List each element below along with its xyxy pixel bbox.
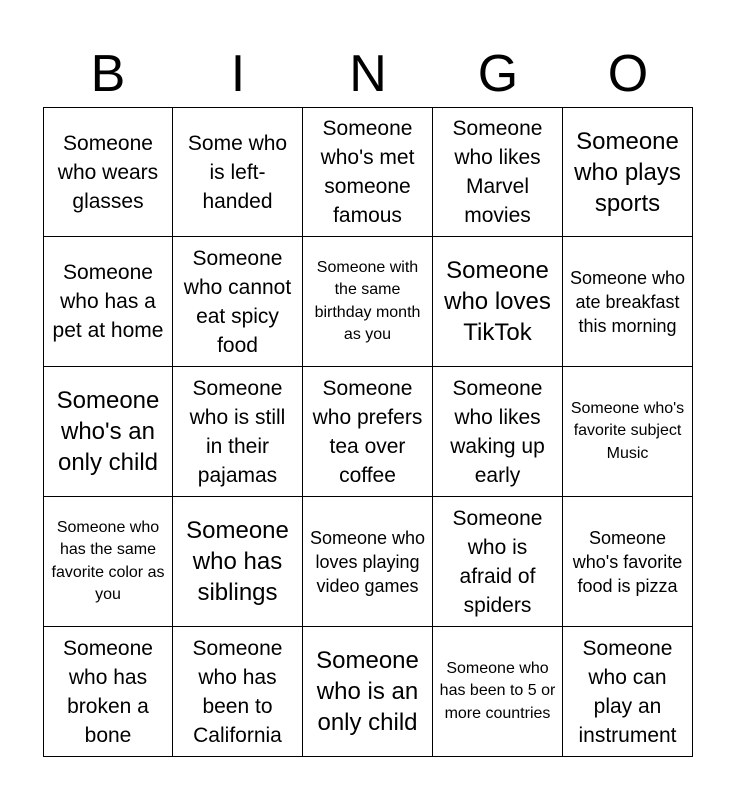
header-letter-b: B [90, 45, 126, 103]
cell-text: Someone who has the same favorite color as you [51, 518, 165, 603]
bingo-cell-1-3[interactable] [303, 107, 433, 237]
cell-text: Someone who likes waking up early [450, 376, 545, 487]
header-letter-g: G [477, 45, 519, 103]
cell-text: Someone who has a pet at home [52, 261, 164, 342]
bingo-cell-1-1[interactable] [43, 107, 173, 237]
header-letter-i: I [230, 45, 246, 103]
cell-text: Someone who's favorite subject Music [570, 399, 685, 462]
bingo-cell-3-2[interactable] [173, 367, 303, 497]
bingo-cell-5-4[interactable] [433, 627, 563, 757]
bingo-cell-2-1[interactable] [43, 237, 173, 367]
bingo-board [43, 107, 693, 757]
cell-text: Someone who can play an instrument [578, 636, 677, 747]
bingo-cell-2-3[interactable] [303, 237, 433, 367]
header-letter-o: O [607, 45, 649, 103]
bingo-cell-4-1[interactable] [43, 497, 173, 627]
bingo-cell-4-2[interactable] [173, 497, 303, 627]
cell-text: Someone who is still in their pajamas [189, 376, 286, 487]
cell-text: Someone who plays sports [574, 127, 681, 217]
bingo-cell-4-3[interactable] [303, 497, 433, 627]
cell-text: Someone who wears glasses [57, 131, 159, 213]
bingo-cell-1-5[interactable] [563, 107, 693, 237]
bingo-header [43, 40, 693, 108]
cell-text: Someone who prefers tea over coffee [312, 376, 423, 487]
bingo-cell-5-5[interactable] [563, 627, 693, 757]
bingo-cell-1-2[interactable] [173, 107, 303, 237]
cell-text: Someone who loves TikTok [444, 257, 551, 346]
bingo-cell-3-4[interactable] [433, 367, 563, 497]
bingo-cell-3-3[interactable] [303, 367, 433, 497]
cell-text: Someone who's an only child [56, 387, 160, 476]
cell-text: Someone who likes Marvel movies [452, 117, 543, 227]
cell-text: Someone who loves playing video games [309, 527, 426, 596]
header-letter-n: N [349, 45, 387, 103]
cell-text: Someone who's favorite food is pizza [572, 527, 683, 596]
bingo-cell-4-4[interactable] [433, 497, 563, 627]
bingo-cell-2-5[interactable] [563, 237, 693, 367]
bingo-cell-5-3[interactable] [303, 627, 433, 757]
cell-text: Someone who ate breakfast this morning [569, 267, 686, 336]
bingo-cell-4-5[interactable] [563, 497, 693, 627]
cell-text: Someone with the same birthday month as you [314, 258, 421, 343]
cell-text: Someone who has broken a bone [63, 636, 153, 747]
cell-text: Some who is left-handed [187, 131, 288, 213]
cell-text: Someone who has siblings [186, 517, 289, 606]
cell-text: Someone who has been to California [192, 636, 283, 747]
cell-text: Someone who is afraid of spiders [452, 506, 543, 617]
bingo-cell-5-1[interactable] [43, 627, 173, 757]
bingo-cell-2-2[interactable] [173, 237, 303, 367]
bingo-cell-2-4[interactable] [433, 237, 563, 367]
cell-text: Someone who cannot eat spicy food [183, 246, 292, 357]
cell-text: Someone who is an only child [316, 647, 419, 736]
bingo-cell-1-4[interactable] [433, 107, 563, 237]
cell-text: Someone who has been to 5 or more countries [439, 659, 556, 722]
bingo-cell-3-5[interactable] [563, 367, 693, 497]
cell-text: Someone who's met someone famous [320, 117, 415, 227]
bingo-cell-3-1[interactable] [43, 367, 173, 497]
bingo-cell-5-2[interactable] [173, 627, 303, 757]
